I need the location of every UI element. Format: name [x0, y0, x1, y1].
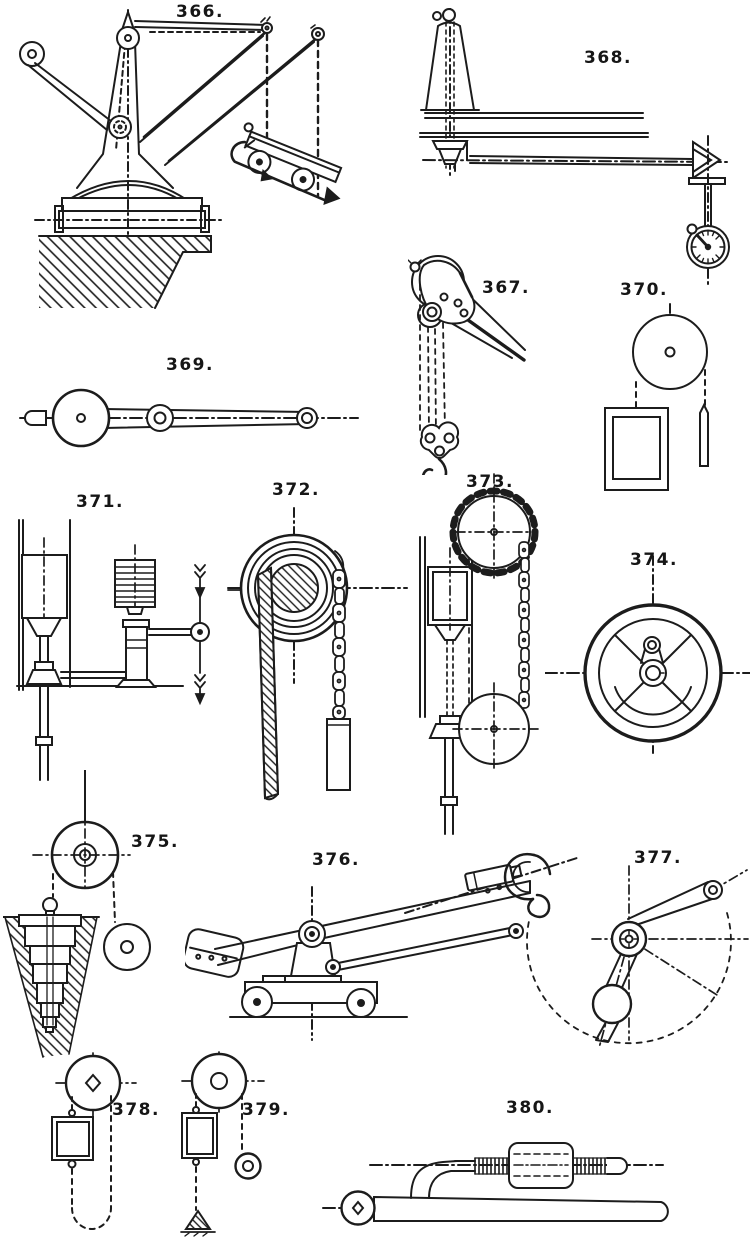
- figure-366-drawing: [15, 2, 350, 310]
- crane-base: [35, 181, 225, 232]
- figure-370-drawing: [585, 278, 747, 503]
- figure-374: [545, 548, 750, 838]
- figure-373-label: 373.: [466, 472, 514, 492]
- lever-bar: [374, 1197, 668, 1221]
- figure-374-label: 374.: [630, 550, 678, 570]
- figure-380: [315, 1090, 747, 1242]
- upper-arm: [628, 881, 722, 925]
- figure-370: [585, 278, 747, 503]
- drive-shaft: [423, 156, 727, 165]
- figure-379-label: 379.: [242, 1100, 290, 1120]
- figure-377-drawing: [520, 848, 750, 1063]
- figure-368-label: 368.: [584, 48, 632, 68]
- figure-369: [18, 352, 363, 448]
- side-crank: [149, 597, 209, 673]
- main-pulley: [33, 810, 130, 888]
- rope-loop: [72, 1096, 111, 1229]
- beam: [215, 881, 530, 965]
- figure-370-label: 370.: [620, 280, 668, 300]
- jib-head-plate: [420, 261, 475, 324]
- figure-371-drawing: [15, 490, 245, 802]
- disc-weight: [53, 390, 109, 446]
- figure-378-label: 378.: [112, 1100, 160, 1120]
- figure-379-drawing: [170, 1050, 302, 1245]
- figure-367: [408, 253, 573, 475]
- figure-375-label: 375.: [131, 832, 179, 852]
- lower-rod: [36, 684, 52, 780]
- figure-368: [375, 8, 747, 290]
- end-eye: [297, 408, 317, 428]
- lever-boss: [342, 1192, 375, 1225]
- figure-372-label: 372.: [272, 480, 320, 500]
- figure-369-label: 369.: [166, 355, 214, 375]
- figure-372: [225, 478, 410, 810]
- figure-371-label: 371.: [76, 492, 124, 512]
- figure-367-label: 367.: [482, 278, 530, 298]
- figure-372-drawing: [225, 478, 410, 810]
- box-weight: [605, 408, 668, 490]
- left-pulley-and-link: [20, 42, 111, 130]
- figure-366-label: 366.: [176, 2, 224, 22]
- figure-378: [40, 1050, 180, 1245]
- counterweight: [185, 927, 245, 979]
- figure-378-drawing: [40, 1050, 180, 1245]
- figure-377-label: 377.: [634, 848, 682, 868]
- small-pulley-weight: [104, 924, 150, 970]
- chain: [519, 542, 529, 708]
- box-weight: [52, 1110, 93, 1168]
- sliding-nut-block: [509, 1143, 573, 1188]
- top-link-arms: [135, 17, 324, 165]
- horizontal-rails: [420, 113, 648, 137]
- mid-collar: [147, 405, 173, 431]
- plunger-cylinder: [117, 607, 155, 687]
- pivot-hub: [612, 922, 646, 956]
- guided-weight-box: [22, 538, 67, 684]
- figure-366: [15, 2, 350, 310]
- figure-376-label: 376.: [312, 850, 360, 870]
- shaft-stub: [25, 411, 46, 425]
- traveling-carriage: [226, 121, 350, 209]
- figure-374-drawing: [545, 548, 750, 838]
- ground-hatch: [39, 236, 211, 308]
- spring-stack: [115, 545, 155, 607]
- figure-377: [520, 848, 750, 1063]
- right-rope: [113, 872, 115, 922]
- ring-weight: [236, 1154, 261, 1179]
- counterweight: [700, 405, 708, 466]
- chain: [333, 551, 345, 719]
- ground-anchor: [181, 1211, 215, 1236]
- coiled-drum: [241, 535, 347, 641]
- figure-379: [170, 1050, 302, 1245]
- chain-weight: [327, 719, 350, 790]
- lower-arm-with-ball: [593, 954, 637, 1042]
- figure-368-drawing: [375, 8, 747, 290]
- gooseneck: [411, 1161, 457, 1198]
- figure-371: [15, 490, 245, 802]
- pulley-wheel: [633, 315, 707, 389]
- figure-380-label: 380.: [506, 1098, 554, 1118]
